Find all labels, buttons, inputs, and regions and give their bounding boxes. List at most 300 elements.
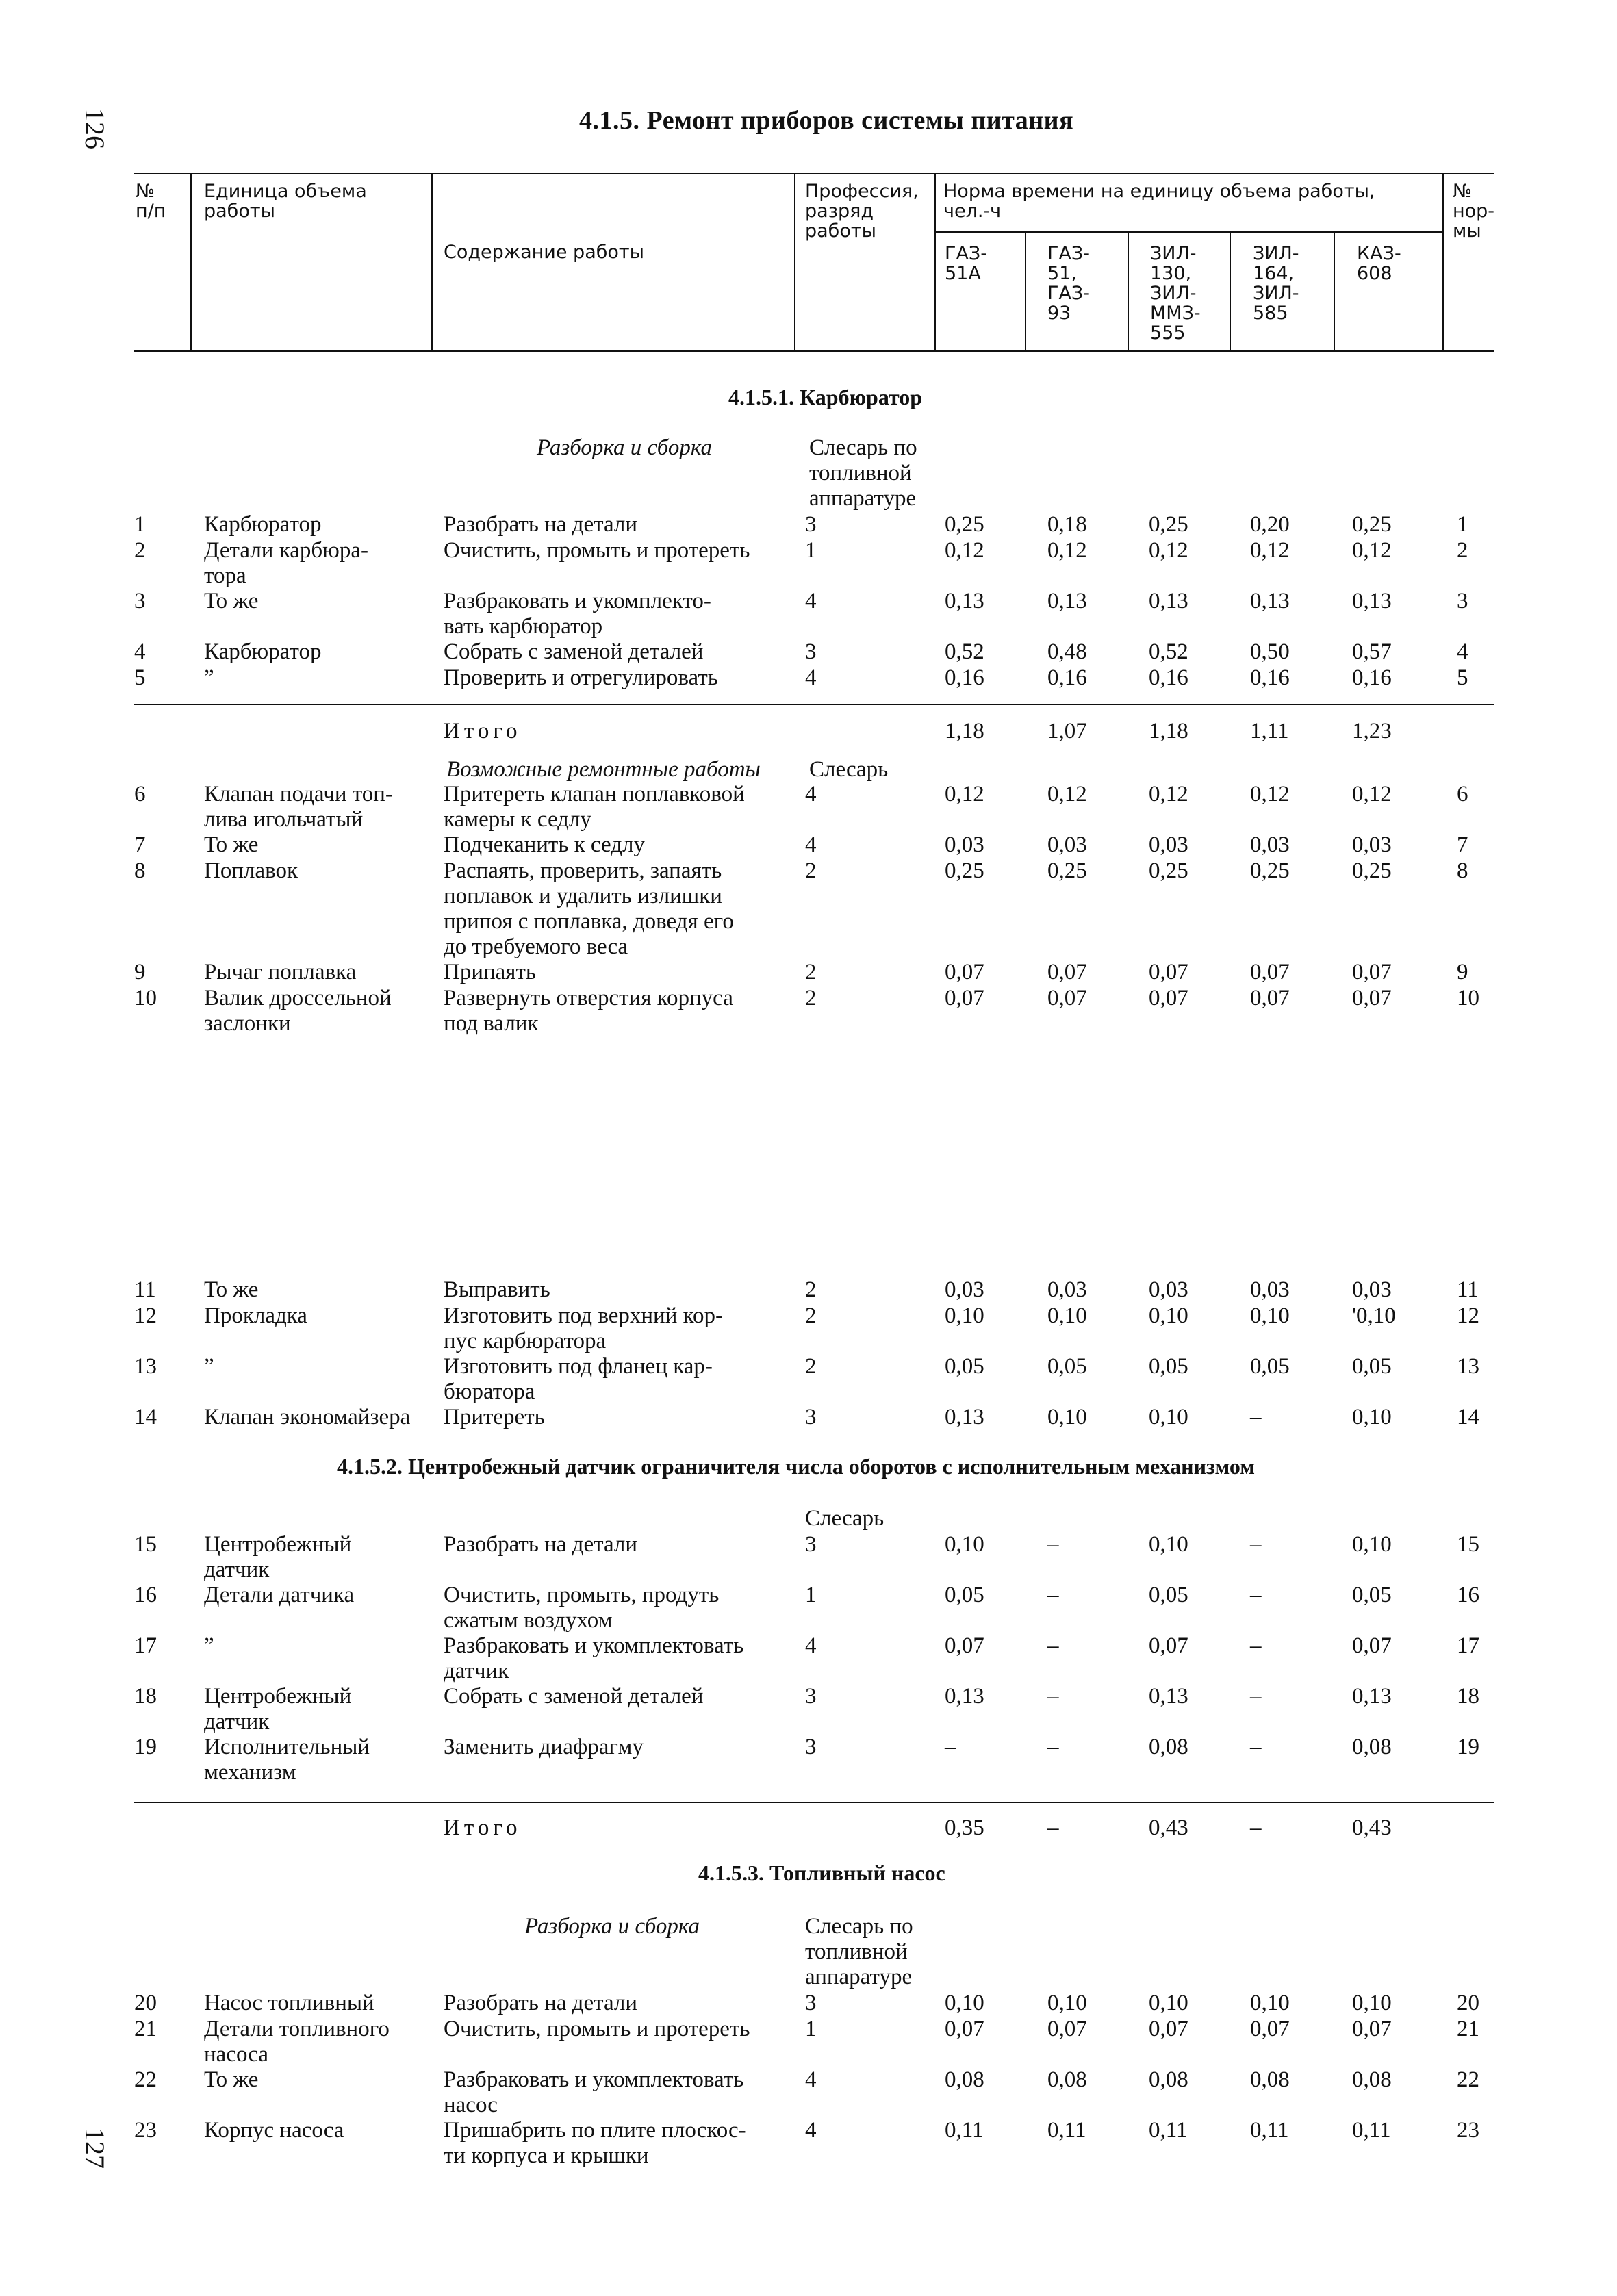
grade-cell: 3 <box>805 1991 817 2015</box>
row-number: 3 <box>134 589 146 613</box>
content-cell <box>444 960 536 985</box>
norm-value: 0,10 <box>1047 1991 1087 2015</box>
norm-number: 21 <box>1457 2017 1479 2041</box>
norm-value: 0,25 <box>945 512 984 537</box>
norm-value: 0,03 <box>1352 832 1392 857</box>
grade-cell: 3 <box>805 1532 817 1557</box>
norm-value: 0,07 <box>1047 960 1087 984</box>
row-number: 19 <box>134 1735 157 1759</box>
norm-number: 16 <box>1457 1583 1479 1607</box>
grade-cell: 4 <box>805 1633 817 1658</box>
row-number: 5 <box>134 665 146 690</box>
grade-cell: 2 <box>805 1303 817 1328</box>
row-number: 10 <box>134 986 157 1010</box>
norm-number: 12 <box>1457 1303 1479 1328</box>
norm-value: 0,12 <box>1352 782 1392 806</box>
content-line: Припаять <box>444 960 536 984</box>
norm-number: 18 <box>1457 1684 1479 1709</box>
header-model-1: ГАЗ- 51А <box>945 243 987 284</box>
norm-value: 0,13 <box>1149 589 1188 613</box>
row-number: 20 <box>134 1991 157 2015</box>
unit-cell <box>204 1405 410 1430</box>
grade-cell: 4 <box>805 832 817 857</box>
subsection-repair: Возможные ремонтные работы <box>446 757 761 782</box>
norm-value: 0,05 <box>1352 1583 1392 1607</box>
content-cell <box>444 1583 719 1633</box>
norm-number: 8 <box>1457 858 1468 883</box>
row-number: 9 <box>134 960 146 984</box>
norm-value: 0,12 <box>1149 538 1188 563</box>
profession-label: Слесарь по топливной аппаратуре <box>809 435 917 511</box>
norm-number: 1 <box>1457 512 1468 537</box>
content-cell <box>444 1277 550 1303</box>
header-profession: Профессия, разряд работы <box>805 181 919 242</box>
unit-cell <box>204 1354 214 1379</box>
row-number: 7 <box>134 832 146 857</box>
norm-number: 5 <box>1457 665 1468 690</box>
content-line: камеры к седлу <box>444 807 591 832</box>
norm-value: 0,03 <box>1149 1277 1188 1302</box>
norm-value: 0,10 <box>1149 1303 1188 1328</box>
content-line: Разбраковать и укомплектовать <box>444 1633 744 1658</box>
unit-cell <box>204 832 258 858</box>
norm-value: 0,25 <box>1352 512 1392 537</box>
content-cell <box>444 1532 637 1557</box>
content-cell <box>444 1303 723 1354</box>
norm-value: 0,52 <box>945 639 984 664</box>
content-cell <box>444 538 750 563</box>
norm-value: 0,07 <box>1352 2017 1392 2041</box>
norm-number: 3 <box>1457 589 1468 613</box>
unit-cell <box>204 639 321 665</box>
unit-cell <box>204 538 368 589</box>
norm-value: 0,50 <box>1250 639 1290 664</box>
content-line: Разобрать на детали <box>444 512 638 537</box>
content-cell <box>444 1633 743 1684</box>
total-value: 0,43 <box>1352 1815 1392 1840</box>
unit-line: Центробежный <box>204 1532 352 1557</box>
norm-value: 0,10 <box>945 1532 984 1557</box>
section-title-carburetor: 4.1.5.1. Карбюратор <box>728 385 923 409</box>
norm-value: 0,48 <box>1047 639 1087 664</box>
row-number: 17 <box>134 1633 157 1658</box>
norm-value: 0,16 <box>1149 665 1188 690</box>
norm-value: 0,25 <box>1149 512 1188 537</box>
norm-value: 0,12 <box>1352 538 1392 563</box>
grade-cell: 3 <box>805 1684 817 1709</box>
grade-cell: 1 <box>805 2017 817 2041</box>
content-line: поплавок и удалить излишки <box>444 884 722 908</box>
norm-value: 0,11 <box>1149 2118 1188 2143</box>
norm-value: – <box>1047 1532 1059 1557</box>
total-value: – <box>1047 1815 1059 1840</box>
grade-cell: 2 <box>805 1277 817 1302</box>
row-number: 23 <box>134 2118 157 2143</box>
norm-value: 0,25 <box>1250 858 1290 883</box>
norm-value: 0,12 <box>1250 782 1290 806</box>
unit-line: насоса <box>204 2042 268 2067</box>
unit-cell <box>204 665 214 691</box>
norm-value: 0,13 <box>945 1405 984 1429</box>
content-line: Проверить и отрегулировать <box>444 665 718 690</box>
content-line: Подчеканить к седлу <box>444 832 645 857</box>
norm-value: 0,12 <box>945 538 984 563</box>
profession-label: Слесарь <box>805 1506 884 1531</box>
unit-line: лива игольчатый <box>204 807 364 832</box>
unit-line: датчик <box>204 1709 270 1734</box>
norm-value: 0,25 <box>1047 858 1087 883</box>
norm-value: 0,10 <box>1149 1991 1188 2015</box>
norm-number: 22 <box>1457 2067 1479 2092</box>
content-line: Изготовить под фланец кар- <box>444 1354 713 1379</box>
header-unit: Единица объема работы <box>204 181 367 222</box>
norm-value: 0,57 <box>1352 639 1392 664</box>
norm-value: 0,20 <box>1250 512 1290 537</box>
unit-line: Карбюратор <box>204 639 322 664</box>
content-line: Заменить диафрагму <box>444 1735 644 1759</box>
norm-value: – <box>1250 1583 1262 1607</box>
unit-cell <box>204 1303 307 1329</box>
norm-value: 0,07 <box>1352 986 1392 1010</box>
norm-value: 0,07 <box>1352 1633 1392 1658</box>
unit-cell <box>204 1633 214 1659</box>
content-line: Изготовить под верхний кор- <box>444 1303 723 1328</box>
content-line: припоя с поплавка, доведя его <box>444 909 734 934</box>
unit-line: Корпус насоса <box>204 2118 344 2143</box>
norm-value: – <box>1250 1532 1262 1557</box>
page-number-bottom: 127 <box>79 2128 110 2169</box>
total-label: Итого <box>444 1815 522 1840</box>
norm-value: – <box>1250 1633 1262 1658</box>
norm-value: 0,13 <box>945 589 984 613</box>
norm-value: 0,07 <box>1352 960 1392 984</box>
total-value: 1,18 <box>945 719 984 743</box>
content-line: Притереть <box>444 1405 545 1429</box>
norm-value: 0,16 <box>1250 665 1290 690</box>
row-number: 13 <box>134 1354 157 1379</box>
content-line: Пришабрить по плите плоскос- <box>444 2118 746 2143</box>
unit-cell <box>204 986 392 1036</box>
norm-value: 0,10 <box>1352 1405 1392 1429</box>
unit-line: Детали карбюра- <box>204 538 368 563</box>
grade-cell: 2 <box>805 960 817 984</box>
row-number: 12 <box>134 1303 157 1328</box>
content-line: вать карбюратор <box>444 614 603 639</box>
norm-value: 0,25 <box>1352 858 1392 883</box>
unit-line: заслонки <box>204 1011 291 1036</box>
norm-value: 0,08 <box>1149 1735 1188 1759</box>
row-number: 16 <box>134 1583 157 1607</box>
unit-line: Прокладка <box>204 1303 307 1328</box>
content-cell <box>444 1354 713 1405</box>
unit-line: Поплавок <box>204 858 298 883</box>
norm-value: 0,12 <box>1149 782 1188 806</box>
grade-cell: 2 <box>805 1354 817 1379</box>
grade-cell: 3 <box>805 1405 817 1429</box>
grade-cell: 4 <box>805 665 817 690</box>
norm-value: – <box>945 1735 956 1759</box>
unit-line: Клапан подачи топ- <box>204 782 393 806</box>
unit-line: тора <box>204 563 246 588</box>
norm-value: '0,10 <box>1352 1303 1396 1328</box>
norm-value: – <box>1047 1583 1059 1607</box>
total-value: – <box>1250 1815 1262 1840</box>
norm-value: 0,13 <box>1047 589 1087 613</box>
norm-value: 0,13 <box>945 1684 984 1709</box>
grade-cell: 4 <box>805 2118 817 2143</box>
content-line: Очистить, промыть и протереть <box>444 538 750 563</box>
subsection-disassembly: Разборка и сборка <box>537 435 713 460</box>
norm-value: 0,08 <box>1352 2067 1392 2092</box>
norm-value: – <box>1047 1684 1059 1709</box>
norm-number: 20 <box>1457 1991 1479 2015</box>
norm-value: 0,10 <box>945 1303 984 1328</box>
norm-value: 0,07 <box>1149 2017 1188 2041</box>
content-cell <box>444 1684 703 1709</box>
content-line: бюратора <box>444 1379 535 1404</box>
unit-line: Детали топливного <box>204 2017 390 2041</box>
unit-line: ” <box>204 1633 214 1658</box>
content-cell <box>444 858 734 960</box>
content-line: Разбраковать и укомплекто- <box>444 589 711 613</box>
norm-value: 0,07 <box>945 960 984 984</box>
unit-line: Рычаг поплавка <box>204 960 357 984</box>
unit-line: Карбюратор <box>204 512 322 537</box>
row-number: 21 <box>134 2017 157 2041</box>
norm-value: 0,03 <box>1250 1277 1290 1302</box>
content-line: под валик <box>444 1011 539 1036</box>
norm-number: 6 <box>1457 782 1468 806</box>
row-number: 6 <box>134 782 146 806</box>
norm-value: 0,07 <box>945 986 984 1010</box>
grade-cell: 1 <box>805 1583 817 1607</box>
grade-cell: 3 <box>805 1735 817 1759</box>
norm-number: 10 <box>1457 986 1479 1010</box>
header-num: № п/п <box>136 181 166 222</box>
norm-value: 0,11 <box>945 2118 984 2143</box>
content-cell <box>444 832 645 858</box>
unit-cell <box>204 2118 344 2143</box>
header-norm-number: № нор- мы <box>1453 181 1495 242</box>
norm-value: 0,13 <box>1250 589 1290 613</box>
norm-value: – <box>1250 1735 1262 1759</box>
norm-value: 0,10 <box>1047 1405 1087 1429</box>
unit-cell <box>204 1991 374 2016</box>
content-line: насос <box>444 2093 498 2117</box>
content-cell <box>444 512 637 537</box>
norm-value: 0,05 <box>945 1583 984 1607</box>
total-value: 1,07 <box>1047 719 1087 743</box>
row-number: 8 <box>134 858 146 883</box>
header-model-3: ЗИЛ- 130, ЗИЛ- ММЗ- 555 <box>1150 243 1201 344</box>
norm-value: 0,08 <box>1047 2067 1087 2092</box>
norm-value: 0,07 <box>1047 2017 1087 2041</box>
content-line: Притереть клапан поплавковой <box>444 782 745 806</box>
norm-value: 0,05 <box>1352 1354 1392 1379</box>
content-line: до требуемого веса <box>444 934 628 959</box>
unit-cell <box>204 2017 390 2067</box>
header-model-4: ЗИЛ- 164, ЗИЛ- 585 <box>1253 243 1299 324</box>
grade-cell: 4 <box>805 589 817 613</box>
norm-value: 0,13 <box>1149 1684 1188 1709</box>
norm-value: 0,03 <box>945 832 984 857</box>
norm-value: 0,11 <box>1047 2118 1086 2143</box>
content-line: Разбраковать и укомплектовать <box>444 2067 744 2092</box>
norm-value: 0,11 <box>1352 2118 1391 2143</box>
content-line: Распаять, проверить, запаять <box>444 858 722 883</box>
unit-line: Насос топливный <box>204 1991 374 2015</box>
row-number: 1 <box>134 512 146 537</box>
norm-value: 0,12 <box>1250 538 1290 563</box>
norm-value: 0,07 <box>1250 960 1290 984</box>
row-number: 11 <box>134 1277 156 1302</box>
norm-value: 0,25 <box>1149 858 1188 883</box>
norm-number: 19 <box>1457 1735 1479 1759</box>
norm-value: 0,07 <box>1250 2017 1290 2041</box>
unit-cell <box>204 512 321 537</box>
norm-number: 13 <box>1457 1354 1479 1379</box>
norm-number: 23 <box>1457 2118 1479 2143</box>
norm-value: 0,03 <box>1149 832 1188 857</box>
total-value: 1,18 <box>1149 719 1188 743</box>
grade-cell: 2 <box>805 858 817 883</box>
content-line: Очистить, промыть, продуть <box>444 1583 720 1607</box>
norm-value: – <box>1250 1405 1262 1429</box>
content-line: датчик <box>444 1659 509 1683</box>
header-model-5: КАЗ- 608 <box>1357 243 1401 284</box>
unit-cell <box>204 1277 258 1303</box>
norm-number: 14 <box>1457 1405 1479 1429</box>
content-cell <box>444 2017 750 2042</box>
norm-value: 0,10 <box>1250 1303 1290 1328</box>
norm-value: 0,07 <box>945 2017 984 2041</box>
unit-cell <box>204 589 258 614</box>
row-number: 15 <box>134 1532 157 1557</box>
row-number: 18 <box>134 1684 157 1709</box>
content-line: Разобрать на детали <box>444 1532 638 1557</box>
norm-value: 0,07 <box>1149 960 1188 984</box>
unit-line: Исполнительный <box>204 1735 370 1759</box>
grade-cell: 1 <box>805 538 817 563</box>
row-number: 4 <box>134 639 146 664</box>
unit-line: ” <box>204 665 214 690</box>
norm-number: 2 <box>1457 538 1468 563</box>
norm-value: – <box>1250 1684 1262 1709</box>
norm-number: 4 <box>1457 639 1468 664</box>
content-line: Выправить <box>444 1277 550 1302</box>
content-cell <box>444 782 745 832</box>
header-model-2: ГАЗ- 51, ГАЗ- 93 <box>1047 243 1090 324</box>
unit-cell <box>204 1583 354 1608</box>
profession-label: Слесарь <box>809 757 889 782</box>
grade-cell: 4 <box>805 2067 817 2092</box>
section-title-sensor: 4.1.5.2. Центробежный датчик ограничителя числа оборотов с исполнительным механизмом <box>337 1454 1256 1479</box>
content-cell <box>444 639 703 665</box>
profession-label: Слесарь по топливной аппаратуре <box>805 1914 913 1989</box>
norm-value: 0,13 <box>1352 589 1392 613</box>
total-value: 1,11 <box>1250 719 1289 743</box>
norm-value: 0,03 <box>1047 1277 1087 1302</box>
subsection-disassembly-pump: Разборка и сборка <box>524 1914 700 1939</box>
norm-value: 0,10 <box>1047 1303 1087 1328</box>
unit-cell <box>204 782 393 832</box>
unit-line: То же <box>204 2067 259 2092</box>
header-norm: Норма времени на единицу объема работы, чел.-ч <box>943 181 1375 222</box>
norm-value: 0,16 <box>1352 665 1392 690</box>
header-content: Содержание работы <box>444 242 644 263</box>
norm-number: 15 <box>1457 1532 1479 1557</box>
norm-value: 0,13 <box>1352 1684 1392 1709</box>
section-title-fuel-pump: 4.1.5.3. Топливный насос <box>698 1861 945 1885</box>
norm-value: 0,05 <box>945 1354 984 1379</box>
norm-value: 0,18 <box>1047 512 1087 537</box>
content-cell <box>444 589 711 639</box>
content-cell <box>444 1991 637 2016</box>
grade-cell: 3 <box>805 639 817 664</box>
content-line: ти корпуса и крышки <box>444 2143 649 2168</box>
norm-value: 0,10 <box>1149 1532 1188 1557</box>
norm-value: 0,08 <box>1352 1735 1392 1759</box>
norm-value: 0,03 <box>1352 1277 1392 1302</box>
norm-value: 0,52 <box>1149 639 1188 664</box>
norm-value: 0,16 <box>1047 665 1087 690</box>
unit-line: То же <box>204 1277 259 1302</box>
total-value: 0,43 <box>1149 1815 1188 1840</box>
norm-number: 9 <box>1457 960 1468 984</box>
page-number-top: 126 <box>79 108 110 149</box>
norm-number: 17 <box>1457 1633 1479 1658</box>
total-value: 0,35 <box>945 1815 984 1840</box>
norm-value: 0,07 <box>1149 1633 1188 1658</box>
norm-value: 0,12 <box>1047 782 1087 806</box>
norm-value: 0,03 <box>1250 832 1290 857</box>
norm-value: 0,07 <box>1047 986 1087 1010</box>
unit-cell <box>204 2067 258 2093</box>
content-line: Собрать с заменой деталей <box>444 1684 704 1709</box>
norm-value: 0,10 <box>1149 1405 1188 1429</box>
unit-cell <box>204 1735 370 1785</box>
unit-line: механизм <box>204 1760 296 1785</box>
content-line: Разобрать на детали <box>444 1991 638 2015</box>
norm-value: 0,10 <box>945 1991 984 2015</box>
norm-value: 0,05 <box>1047 1354 1087 1379</box>
total-value: 1,23 <box>1352 719 1392 743</box>
norm-value: 0,07 <box>945 1633 984 1658</box>
norm-value: 0,12 <box>1047 538 1087 563</box>
unit-line: Детали датчика <box>204 1583 355 1607</box>
unit-line: датчик <box>204 1557 270 1582</box>
norm-value: 0,03 <box>1047 832 1087 857</box>
grade-cell: 2 <box>805 986 817 1010</box>
content-line: Собрать с заменой деталей <box>444 639 704 664</box>
content-cell <box>444 1735 644 1760</box>
norm-value: – <box>1047 1735 1059 1759</box>
norm-value: 0,05 <box>1250 1354 1290 1379</box>
unit-line: Валик дроссельной <box>204 986 392 1010</box>
unit-line: ” <box>204 1354 214 1379</box>
norm-value: 0,08 <box>1149 2067 1188 2092</box>
content-cell <box>444 986 733 1036</box>
unit-cell <box>204 1684 351 1735</box>
unit-line: То же <box>204 832 259 857</box>
norm-value: 0,12 <box>945 782 984 806</box>
norm-number: 7 <box>1457 832 1468 857</box>
unit-cell <box>204 1532 351 1583</box>
content-cell <box>444 2067 743 2118</box>
norm-number: 11 <box>1457 1277 1479 1302</box>
unit-cell <box>204 960 356 985</box>
total-label: Итого <box>444 719 522 743</box>
